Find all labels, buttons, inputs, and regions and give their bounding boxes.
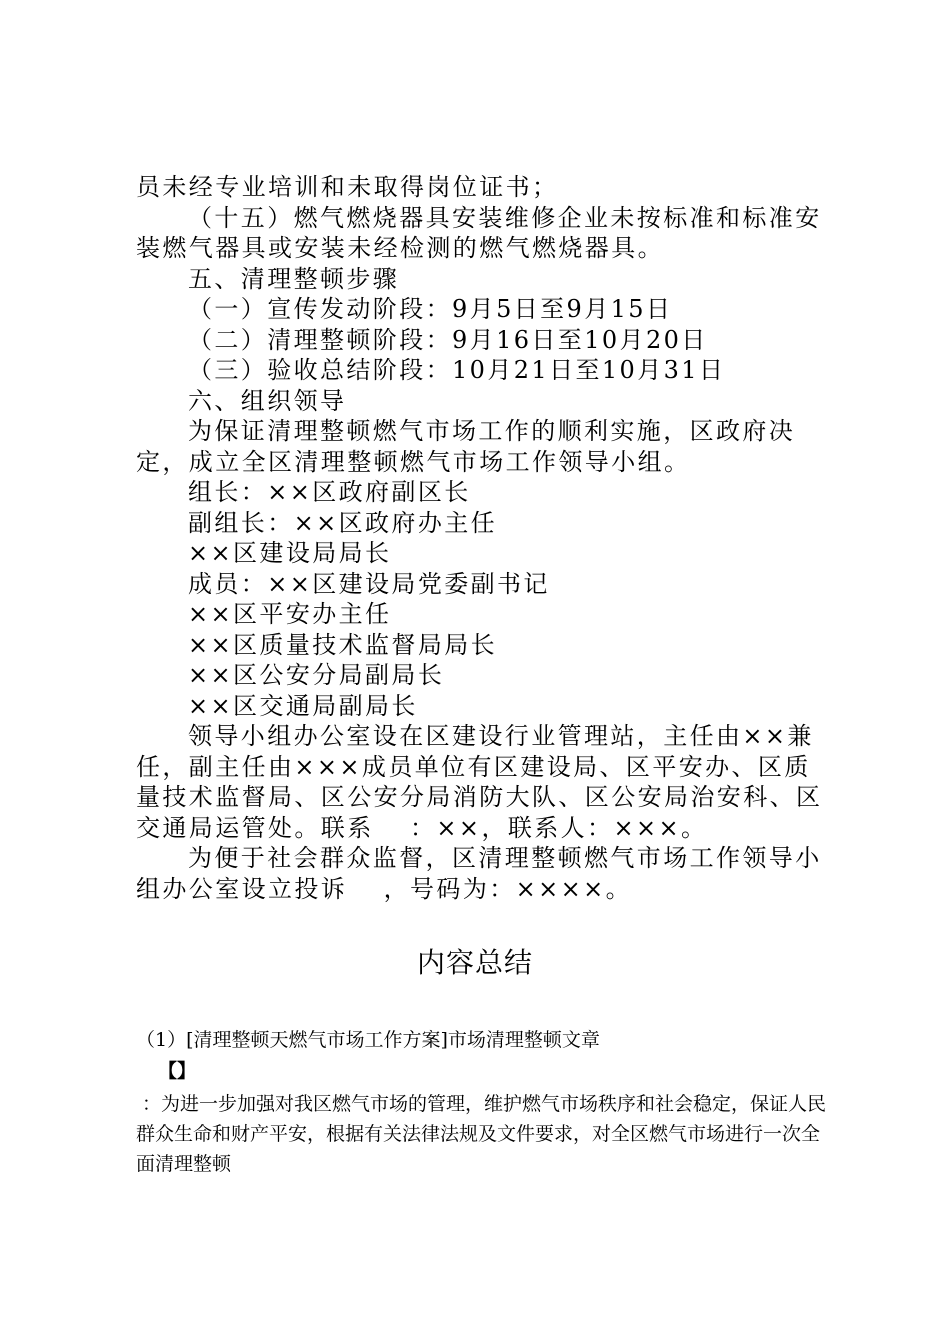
paragraph: （十五）燃气燃烧器具安装维修企业未按标准和标准安装燃气器具或安装未经检测的燃气燃烧器具。 xyxy=(136,203,822,262)
paragraph: （二）清理整顿阶段：9月16日至10月20日 xyxy=(188,325,708,354)
summary-item-line: （1）[清理整顿天燃气市场工作方案]市场清理整顿文章 xyxy=(136,1029,600,1051)
paragraph: （三）验收总结阶段：10月21日至10月31日 xyxy=(188,356,726,384)
paragraph: 领导小组办公室设在区建设行业管理站，主任由××兼任，副主任由×××成员单位有区建设局、区平安办、区质量技术监督局、区公安分局消防大队、区公安局治安科、区交通局运管处。联系 ：××，联系人：×××。 xyxy=(136,722,823,842)
paragraph: ××区交通局副局长 xyxy=(188,691,418,720)
document-body xyxy=(136,172,836,904)
paragraph: ××区建设局局长 xyxy=(188,539,392,567)
summary-title: 内容总结 xyxy=(416,946,533,979)
paragraph: （一）宣传发动阶段：9月5日至9月15日 xyxy=(188,295,673,323)
paragraph: 成员：××区建设局党委副书记 xyxy=(188,569,550,598)
summary-block xyxy=(136,1025,826,1179)
paragraph: 副组长：××区政府办主任 xyxy=(188,508,498,537)
paragraph: 为保证清理整顿燃气市场工作的顺利实施，区政府决定，成立全区清理整顿燃气市场工作领导小组。 xyxy=(136,417,796,476)
paragraph: 员未经专业培训和未取得岗位证书； xyxy=(136,173,559,201)
paragraph: ××区质量技术监督局局长 xyxy=(188,630,498,659)
section-heading: 五、清理整顿步骤 xyxy=(188,264,400,293)
paragraph: ××区公安分局副局长 xyxy=(188,661,445,689)
summary-abstract: ：为进一步加强对我区燃气市场的管理，维护燃气市场秩序和社会稳定，保证人民群众生命和财产平安，根据有关法律法规及文件要求，对全区燃气市场进行一次全面清理整顿 xyxy=(136,1093,827,1175)
paragraph: 组长：××区政府副区长 xyxy=(188,478,471,506)
paragraph: 为便于社会群众监督，区清理整顿燃气市场工作领导小组办公室设立投诉 ，号码为：××××。 xyxy=(136,844,822,903)
section-heading: 六、组织领导 xyxy=(188,386,347,415)
paragraph: ××区平安办主任 xyxy=(188,600,392,628)
summary-bracket: 【】 xyxy=(158,1060,197,1082)
